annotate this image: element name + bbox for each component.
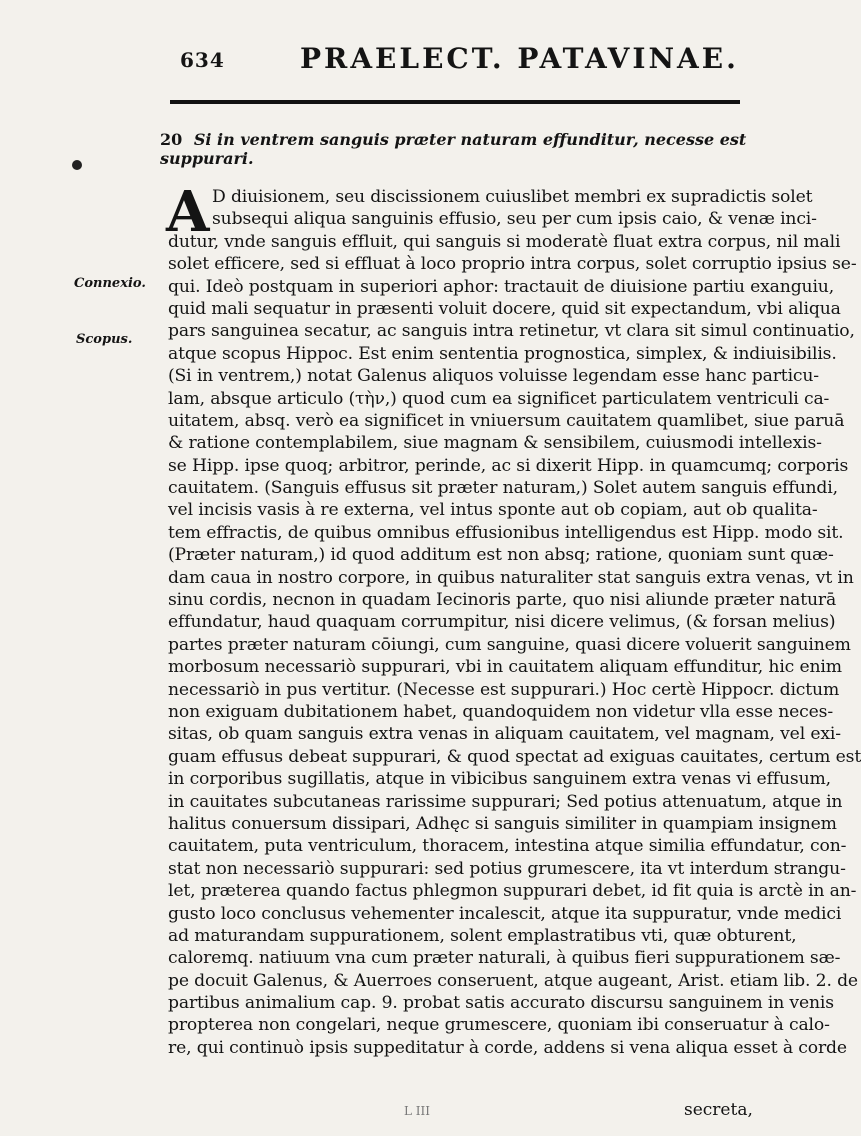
text-line: ad maturandam suppurationem, solent emplastratibus vti, quæ obturent, xyxy=(168,925,797,946)
aphorism-text: Si in ventrem sanguis præter naturam effunditur, necesse est suppurari. xyxy=(160,130,747,168)
text-line: halitus conuersum dissipari, Adhęc si sanguis similiter in quampiam insignem xyxy=(168,813,837,834)
margin-bullet xyxy=(72,160,82,170)
text-line: solet efficere, sed si effluat à loco proprio intra corpus, solet corruptio ipsius se- xyxy=(168,254,857,275)
text-line: (Præter naturam,) id quod additum est non absq; ratione, quoniam sunt quæ- xyxy=(168,545,834,566)
marginal-note-scopus: Scopus. xyxy=(76,332,133,347)
text-line: let, præterea quando factus phlegmon suppurari debet, id fit quia is arctè in an- xyxy=(168,881,857,902)
text-line: caloremq. natiuum vna cum præter naturali, à quibus fieri suppurationem sæ- xyxy=(168,948,841,969)
text-line: necessariò in pus vertitur. (Necesse est suppurari.) Hoc certè Hippocr. dictum xyxy=(168,679,840,700)
body-text xyxy=(166,179,861,1082)
header-rule xyxy=(170,100,740,104)
text-line: gusto loco conclusus vehementer incalescit, atque ita suppuratur, vnde medici xyxy=(168,903,842,924)
text-line: non exiguam dubitationem habet, quandoquidem non videtur vlla esse neces- xyxy=(168,701,834,722)
signature-mark: L III xyxy=(404,1104,431,1118)
text-line: uitatem, absq. verò ea significet in vniuersum cauitatem quamlibet, siue paruā xyxy=(168,410,845,431)
marginal-note-connexio: Connexio. xyxy=(74,276,146,291)
text-line: cauitatem. (Sanguis effusus sit præter naturam,) Solet autem sanguis effundi, xyxy=(168,478,838,499)
text-line: cauitatem, puta ventriculum, thoracem, intestina atque similia effundatur, con- xyxy=(168,836,847,857)
text-line: D diuisionem, seu discissionem cuiuslibet membri ex supradictis solet xyxy=(212,187,813,207)
text-line: lam, absque articulo (τὴν,) quod cum ea significet particulatem ventriculi ca- xyxy=(168,388,830,409)
text-line: sinu cordis, necnon in quadam Iecinoris parte, quo nisi aliunde præter naturā xyxy=(168,590,837,611)
text-line xyxy=(168,1059,768,1081)
text-line: partibus animalium cap. 9. probat satis accurato discursu sanguinem in venis xyxy=(168,993,834,1014)
text-line: re, qui continuò ipsis suppeditatur à corde, addens si vena aliqua esset à corde xyxy=(168,1037,847,1058)
text-line: guam effusus debeat suppurari, & quod spectat ad exiguas cauitates, certum est xyxy=(168,746,861,767)
text-line: morbosum necessariò suppurari, vbi in cauitatem aliquam effunditur, hic enim xyxy=(168,657,842,678)
text-line: pars sanguinea secatur, ac sanguis intra retinetur, vt clara sit simul continuatio, xyxy=(168,321,855,342)
drop-cap: A xyxy=(166,179,210,245)
text-line: se Hipp. ipse quoq; arbitror, perinde, ac si dixerit Hipp. in quamcumq; corporis xyxy=(168,455,849,476)
text-line: stat non necessariò suppurari: sed potius grumescere, ita vt interdum strangu- xyxy=(168,858,846,879)
text-line: in cauitates subcutaneas rarissime suppurari; Sed potius attenuatum, atque in xyxy=(168,791,843,812)
text-line: pe docuit Galenus, & Auerroes conseruent, atque augeant, Arist. etiam lib. 2. de xyxy=(168,970,858,991)
text-line: in corporibus sugillatis, atque in vibicibus sanguinem extra venas vi effusum, xyxy=(168,769,831,790)
text-line: propterea non congelari, neque grumescere, quoniam ibi conseruatur à calo- xyxy=(168,1015,830,1036)
text-line: subsequi aliqua sanguinis effusio, seu per cum ipsis caio, & venæ inci- xyxy=(212,209,817,230)
text-line: qui. Ideò postquam in superiori aphor: tractauit de diuisione partiu exanguiu, xyxy=(168,276,835,297)
page-header xyxy=(180,42,740,82)
catchword: secreta, xyxy=(684,1100,753,1120)
running-head: PRAELECT. PATAVINAE. xyxy=(300,42,739,75)
text-line: quid mali sequatur in præsenti voluit docere, quid sit expectandum, vbi aliqua xyxy=(168,298,841,319)
text-line: dutur, vnde sanguis effluit, qui sanguis si moderatè fluat extra corpus, nil mali xyxy=(168,231,841,252)
text-line: partes præter naturam cōiungi, cum sanguine, quasi dicere voluerit sanguinem xyxy=(168,634,851,655)
text-line: tem effractis, de quibus omnibus effusionibus intelligendus est Hipp. modo sit. xyxy=(168,522,844,543)
text-line: atque scopus Hippoc. Est enim sententia prognostica, simplex, & indiuisibilis. xyxy=(168,343,837,364)
aphorism-number: 20 xyxy=(160,130,183,149)
aphorism-heading xyxy=(160,130,760,168)
text-line: dam caua in nostro corpore, in quibus naturaliter stat sanguis extra venas, vt in xyxy=(168,567,854,588)
text-line: vel incisis vasis à re externa, vel intus sponte aut ob copiam, aut ob qualita- xyxy=(168,500,818,521)
text-line: sitas, ob quam sanguis extra venas in aliquam cauitatem, vel magnam, vel exi- xyxy=(168,724,841,745)
text-line: effundatur, haud quaquam corrumpitur, nisi dicere velimus, (& forsan melius) xyxy=(168,612,836,633)
text-line: & ratione contemplabilem, siue magnam & sensibilem, cuiusmodi intellexis- xyxy=(168,433,822,454)
text-line: (Si in ventrem,) notat Galenus aliquos voluisse legendam esse hanc particu- xyxy=(168,366,819,387)
page-number: 634 xyxy=(180,48,225,72)
